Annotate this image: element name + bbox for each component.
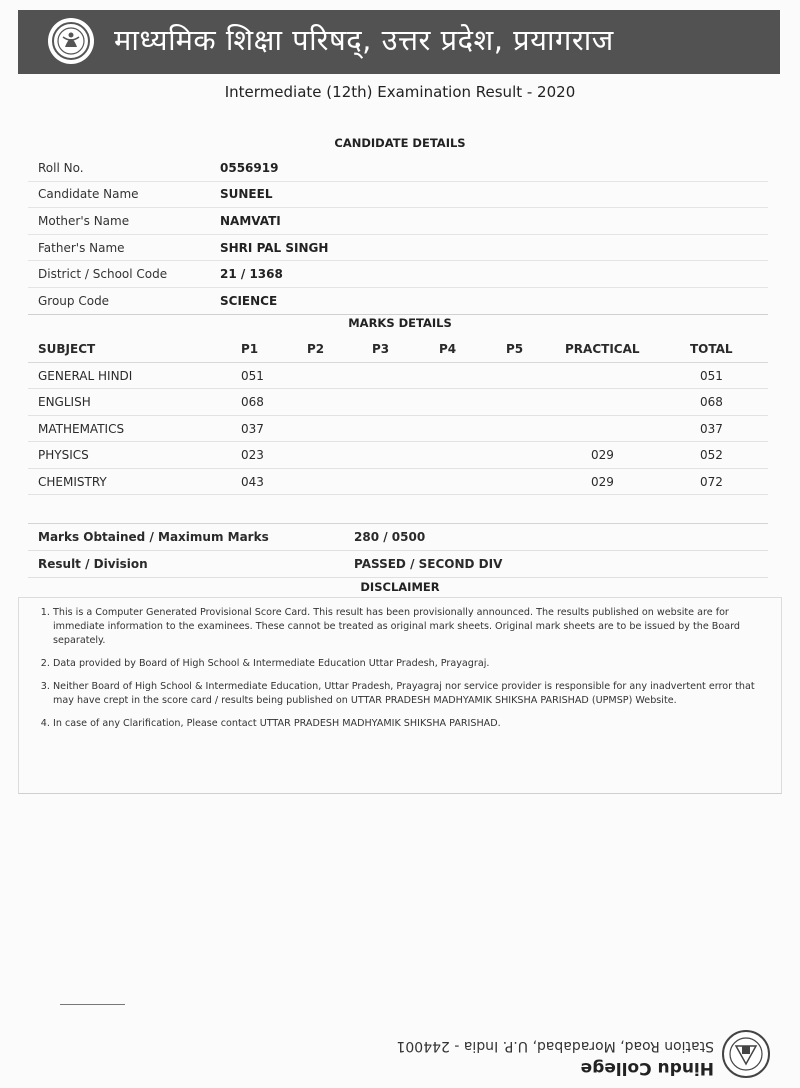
father-name-label: Father's Name [38, 240, 125, 255]
practical-cell: 029 [591, 448, 614, 462]
college-address: Station Road, Moradabad, U.P. India - 244001 [396, 1038, 714, 1054]
candidate-row [28, 235, 768, 262]
column-header-total: TOTAL [690, 342, 733, 356]
marks-summary-row [28, 523, 768, 551]
result-division-label: Result / Division [38, 557, 148, 571]
disclaimer-item: 3. Neither Board of High School & Intermediate Education, Uttar Pradesh, Prayagraj nor service provider is responsible for any inadvertent error that may have crept in the score card / results being published on UTTAR PRADESH MADHYAMIK SHIKSHA PARISHAD (UPMSP) Website. [53, 680, 763, 708]
practical-cell: 029 [591, 474, 614, 489]
p1-cell: 068 [241, 395, 264, 409]
signature-line [60, 1004, 125, 1005]
column-header-p2: P2 [307, 342, 325, 356]
candidate-row [28, 208, 768, 235]
table-row [28, 363, 768, 390]
candidate-row [28, 288, 768, 315]
total-cell: 068 [700, 395, 723, 409]
group-code-label: Group Code [38, 293, 110, 308]
table-row [28, 469, 768, 496]
college-crest-icon [722, 1030, 770, 1078]
result-summary-row [28, 551, 768, 578]
header-banner [18, 10, 780, 74]
disclaimer-item: 4. In case of any Clarification, Please contact UTTAR PRADESH MADHYAMIK SHIKSHA PARISHAD. [53, 717, 763, 731]
p1-cell: 023 [241, 448, 264, 462]
subject-cell: ENGLISH [38, 395, 91, 409]
p1-cell: 043 [241, 474, 264, 489]
candidate-name-label: Candidate Name [38, 187, 139, 202]
table-row [28, 442, 768, 469]
college-name: Hindu College [580, 1058, 714, 1078]
p1-cell: 051 [241, 368, 264, 383]
mother-name-value: NAMVATI [220, 213, 281, 228]
district-school-code-value: 21 / 1368 [220, 267, 283, 282]
roll-no-label: Roll No. [38, 160, 84, 175]
column-header-practical: PRACTICAL [565, 342, 640, 356]
mother-name-label: Mother's Name [38, 213, 130, 228]
column-header-subject: SUBJECT [38, 342, 96, 356]
state-emblem-icon [48, 18, 94, 64]
marks-header-row [28, 336, 768, 363]
total-cell: 051 [700, 368, 723, 383]
district-school-code-label: District / School Code [38, 267, 168, 282]
marks-table [28, 336, 768, 495]
exam-title: Intermediate (12th) Examination Result - 2020 [224, 83, 576, 101]
subject-cell: MATHEMATICS [38, 421, 125, 436]
college-stamp [340, 1030, 770, 1080]
marks-obtained-label: Marks Obtained / Maximum Marks [38, 530, 269, 544]
table-row [28, 389, 768, 416]
subject-cell: CHEMISTRY [38, 474, 107, 489]
marks-obtained-value: 280 / 0500 [354, 530, 426, 544]
subject-cell: GENERAL HINDI [38, 368, 133, 383]
total-cell: 037 [700, 421, 723, 436]
candidate-section-title: CANDIDATE DETAILS [334, 136, 466, 150]
total-cell: 052 [700, 448, 723, 462]
result-summary [28, 523, 768, 578]
group-code-value: SCIENCE [220, 293, 278, 308]
candidate-row [28, 261, 768, 288]
column-header-p4: P4 [439, 342, 457, 356]
candidate-row [28, 182, 768, 209]
column-header-p5: P5 [506, 342, 524, 356]
candidate-details-table [28, 155, 768, 315]
disclaimer-box [18, 597, 782, 794]
column-header-p1: P1 [241, 342, 259, 356]
candidate-row [28, 155, 768, 182]
father-name-value: SHRI PAL SINGH [220, 240, 329, 255]
table-row [28, 416, 768, 443]
disclaimer-title: DISCLAIMER [360, 580, 440, 594]
roll-no-value: 0556919 [220, 160, 279, 175]
column-header-p3: P3 [372, 342, 390, 356]
disclaimer-item: 1. This is a Computer Generated Provisional Score Card. This result has been provisionally announced. The results published on website are for immediate information to the examinees. These cannot be treated as original mark sheets. Original mark sheets are to be issued by the Board separately. [53, 606, 763, 648]
marks-section-title: MARKS DETAILS [348, 316, 452, 330]
subject-cell: PHYSICS [38, 448, 89, 462]
result-division-value: PASSED / SECOND DIV [354, 557, 503, 571]
disclaimer-item: 2. Data provided by Board of High School & Intermediate Education Uttar Pradesh, Prayagraj. [53, 657, 763, 671]
p1-cell: 037 [241, 421, 264, 436]
board-title: माध्यमिक शिक्षा परिषद्, उत्तर प्रदेश, प्रयागराज [114, 23, 614, 57]
total-cell: 072 [700, 474, 723, 489]
candidate-name-value: SUNEEL [220, 187, 273, 202]
